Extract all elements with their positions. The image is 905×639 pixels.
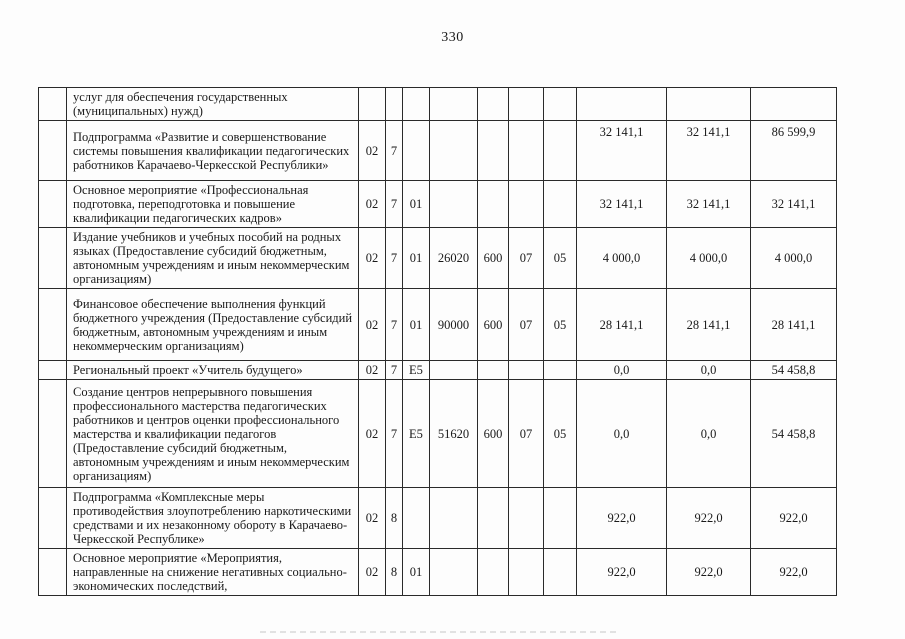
code-expense-type: 600 <box>478 380 509 488</box>
row-name: Финансовое обеспечение выполнения функций бюджетного учреждения (Предоставление субсидий бюджетным, автономным учреждениям и иным некоммерческим организациям) <box>67 289 359 361</box>
code-om: E5 <box>403 380 430 488</box>
code-gp: 02 <box>359 488 386 549</box>
code-pp: 8 <box>386 488 403 549</box>
amount-2020: 32 141,1 <box>667 181 751 228</box>
code-om: 01 <box>403 289 430 361</box>
amount-2021: 32 141,1 <box>751 181 837 228</box>
code-direction <box>430 88 478 121</box>
row-margin-cell <box>39 228 67 289</box>
row-name: Издание учебников и учебных пособий на родных языках (Предоставление субсидий бюджетным, автономным учреждениям и иным некоммерческим организациям) <box>67 228 359 289</box>
code-direction <box>430 181 478 228</box>
amount-2020: 4 000,0 <box>667 228 751 289</box>
page-number: 330 <box>441 30 464 45</box>
table-row <box>39 380 837 488</box>
row-name: Основное мероприятие «Профессиональная подготовка, переподготовка и повышение квалификации педагогических кадров» <box>67 181 359 228</box>
code-expense-type <box>478 181 509 228</box>
row-name: Основное мероприятие «Мероприятия, направленные на снижение негативных социально-экономических последствий, <box>67 549 359 596</box>
code-section: 07 <box>509 380 544 488</box>
code-subsection <box>544 181 577 228</box>
amount-2020: 32 141,1 <box>667 121 751 181</box>
table-body <box>39 88 837 596</box>
code-pp: 8 <box>386 549 403 596</box>
table-row <box>39 181 837 228</box>
row-name: Создание центров непрерывного повышения профессионального мастерства педагогических работников и центров оценки профессионального мастерства и квалификации педагогов (Предоставление субсидий бюджетным, автономным учреждениям и иным некоммерческим организациям) <box>67 380 359 488</box>
code-expense-type <box>478 88 509 121</box>
amount-2021: 28 141,1 <box>751 289 837 361</box>
code-direction <box>430 361 478 380</box>
code-section <box>509 488 544 549</box>
amount-2020: 28 141,1 <box>667 289 751 361</box>
code-direction <box>430 488 478 549</box>
code-pp: 7 <box>386 361 403 380</box>
code-subsection: 05 <box>544 289 577 361</box>
code-gp: 02 <box>359 121 386 181</box>
code-expense-type: 600 <box>478 289 509 361</box>
row-name: Региональный проект «Учитель будущего» <box>67 361 359 380</box>
code-om <box>403 121 430 181</box>
table-row <box>39 228 837 289</box>
table-row <box>39 488 837 549</box>
amount-2021: 4 000,0 <box>751 228 837 289</box>
code-pp <box>386 88 403 121</box>
code-gp: 02 <box>359 549 386 596</box>
code-om: 01 <box>403 181 430 228</box>
amount-2021: 54 458,8 <box>751 361 837 380</box>
amount-2021: 86 599,9 <box>751 121 837 181</box>
code-om: 01 <box>403 549 430 596</box>
code-section: 07 <box>509 289 544 361</box>
code-pp: 7 <box>386 121 403 181</box>
amount-2019: 4 000,0 <box>577 228 667 289</box>
row-margin-cell <box>39 361 67 380</box>
amount-2021 <box>751 88 837 121</box>
code-subsection <box>544 121 577 181</box>
code-section: 07 <box>509 228 544 289</box>
code-subsection <box>544 88 577 121</box>
table-row <box>39 549 837 596</box>
amount-2019: 0,0 <box>577 380 667 488</box>
code-om: E5 <box>403 361 430 380</box>
table-row <box>39 88 837 121</box>
code-subsection: 05 <box>544 380 577 488</box>
code-om <box>403 488 430 549</box>
code-gp <box>359 88 386 121</box>
amount-2019: 32 141,1 <box>577 121 667 181</box>
table-row <box>39 289 837 361</box>
code-direction: 51620 <box>430 380 478 488</box>
row-margin-cell <box>39 289 67 361</box>
amount-2020: 922,0 <box>667 488 751 549</box>
row-margin-cell <box>39 181 67 228</box>
amount-2021: 54 458,8 <box>751 380 837 488</box>
code-subsection <box>544 549 577 596</box>
table-row <box>39 121 837 181</box>
code-section <box>509 121 544 181</box>
code-pp: 7 <box>386 380 403 488</box>
row-margin-cell <box>39 380 67 488</box>
code-expense-type <box>478 549 509 596</box>
budget-table <box>38 87 837 596</box>
code-section <box>509 361 544 380</box>
row-name: услуг для обеспечения государственных (муниципальных) нужд) <box>67 88 359 121</box>
code-section <box>509 549 544 596</box>
code-expense-type <box>478 121 509 181</box>
code-om: 01 <box>403 228 430 289</box>
code-direction: 26020 <box>430 228 478 289</box>
code-section <box>509 181 544 228</box>
amount-2020: 0,0 <box>667 380 751 488</box>
code-pp: 7 <box>386 289 403 361</box>
code-subsection <box>544 488 577 549</box>
amount-2019: 0,0 <box>577 361 667 380</box>
code-direction: 90000 <box>430 289 478 361</box>
code-section <box>509 88 544 121</box>
row-margin-cell <box>39 488 67 549</box>
code-gp: 02 <box>359 289 386 361</box>
code-direction <box>430 549 478 596</box>
row-margin-cell <box>39 121 67 181</box>
code-direction <box>430 121 478 181</box>
amount-2019: 922,0 <box>577 488 667 549</box>
code-pp: 7 <box>386 181 403 228</box>
amount-2019: 922,0 <box>577 549 667 596</box>
code-pp: 7 <box>386 228 403 289</box>
amount-2019 <box>577 88 667 121</box>
code-subsection: 05 <box>544 228 577 289</box>
amount-2021: 922,0 <box>751 549 837 596</box>
row-margin-cell <box>39 88 67 121</box>
code-expense-type: 600 <box>478 228 509 289</box>
amount-2019: 28 141,1 <box>577 289 667 361</box>
row-name: Подпрограмма «Развитие и совершенствование системы повышения квалификации педагогических работников Карачаево-Черкесской Республики» <box>67 121 359 181</box>
amount-2020 <box>667 88 751 121</box>
amount-2020: 922,0 <box>667 549 751 596</box>
row-margin-cell <box>39 549 67 596</box>
code-gp: 02 <box>359 228 386 289</box>
amount-2020: 0,0 <box>667 361 751 380</box>
scan-artifact <box>260 631 620 633</box>
code-subsection <box>544 361 577 380</box>
code-gp: 02 <box>359 380 386 488</box>
code-om <box>403 88 430 121</box>
code-gp: 02 <box>359 181 386 228</box>
code-gp: 02 <box>359 361 386 380</box>
table-row <box>39 361 837 380</box>
code-expense-type <box>478 488 509 549</box>
row-name: Подпрограмма «Комплексные меры противодействия злоупотреблению наркотическими средствами и их незаконному обороту в Карачаево-Черкесской Республике» <box>67 488 359 549</box>
amount-2021: 922,0 <box>751 488 837 549</box>
amount-2019: 32 141,1 <box>577 181 667 228</box>
code-expense-type <box>478 361 509 380</box>
